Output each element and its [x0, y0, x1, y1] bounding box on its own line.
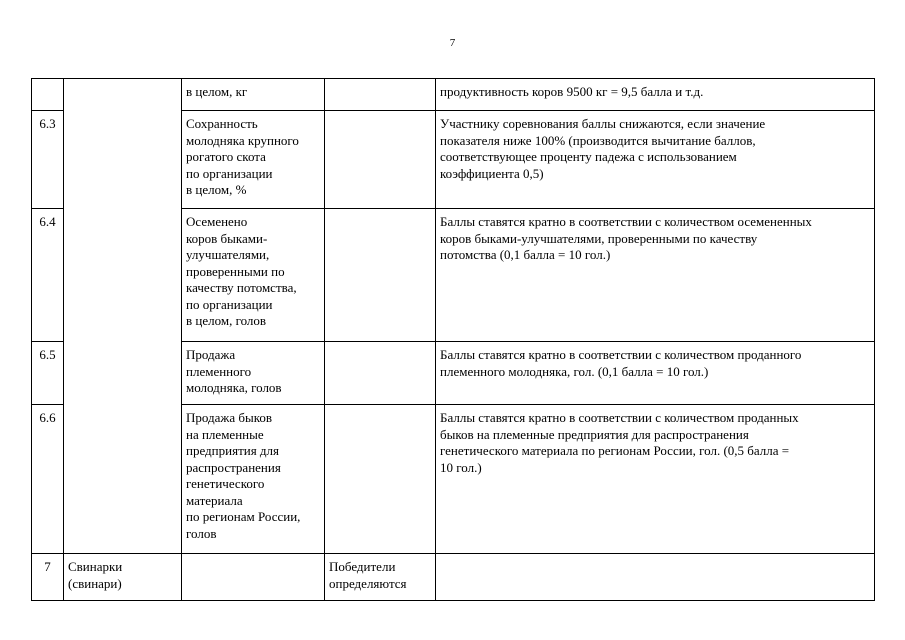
nomination-cell: [64, 79, 182, 554]
row-number-cell: 6.3: [32, 111, 64, 209]
conditions-cell: Участнику соревнования баллы снижаются, если значение показателя ниже 100% (производится вычитание баллов, соответствующее проценту падежа с использованием коэффициента 0,5): [436, 111, 875, 209]
criteria-table: [31, 78, 875, 601]
determination-cell: [325, 111, 436, 209]
page-number: 7: [449, 37, 456, 49]
table-row: [32, 554, 875, 601]
determination-cell: [325, 209, 436, 342]
indicator-cell: [182, 554, 325, 601]
conditions-cell: продуктивность коров 9500 кг = 9,5 балла и т.д.: [436, 79, 875, 111]
row-number-cell: 6.5: [32, 342, 64, 405]
conditions-cell: Баллы ставятся кратно в соответствии с количеством проданных быков на племенные предприятия для распространения генетического материала по регионам России, гол. (0,5 балла = 10 гол.): [436, 405, 875, 554]
row-number-cell: [32, 79, 64, 111]
conditions-cell: Баллы ставятся кратно в соответствии с количеством проданного племенного молодняка, гол. (0,1 балла = 10 гол.): [436, 342, 875, 405]
row-number-cell: 6.6: [32, 405, 64, 554]
determination-cell: [325, 405, 436, 554]
indicator-cell: Сохранность молодняка крупного рогатого скота по организации в целом, %: [182, 111, 325, 209]
conditions-cell: [436, 554, 875, 601]
indicator-cell: Продажа быков на племенные предприятия для распространения генетического материала по регионам России, голов: [182, 405, 325, 554]
row-number-cell: 6.4: [32, 209, 64, 342]
determination-cell: [325, 342, 436, 405]
determination-cell: Победители определяются: [325, 554, 436, 601]
indicator-cell: Осеменено коров быками- улучшателями, проверенными по качеству потомства, по организации в целом, голов: [182, 209, 325, 342]
indicator-cell: в целом, кг: [182, 79, 325, 111]
row-number-cell: 7: [32, 554, 64, 601]
indicator-cell: Продажа племенного молодняка, голов: [182, 342, 325, 405]
table-row: [32, 79, 875, 111]
determination-cell: [325, 79, 436, 111]
conditions-cell: Баллы ставятся кратно в соответствии с количеством осемененных коров быками-улучшателями, проверенными по качеству потомства (0,1 балла = 10 гол.): [436, 209, 875, 342]
nomination-cell: Свинарки (свинари): [64, 554, 182, 601]
